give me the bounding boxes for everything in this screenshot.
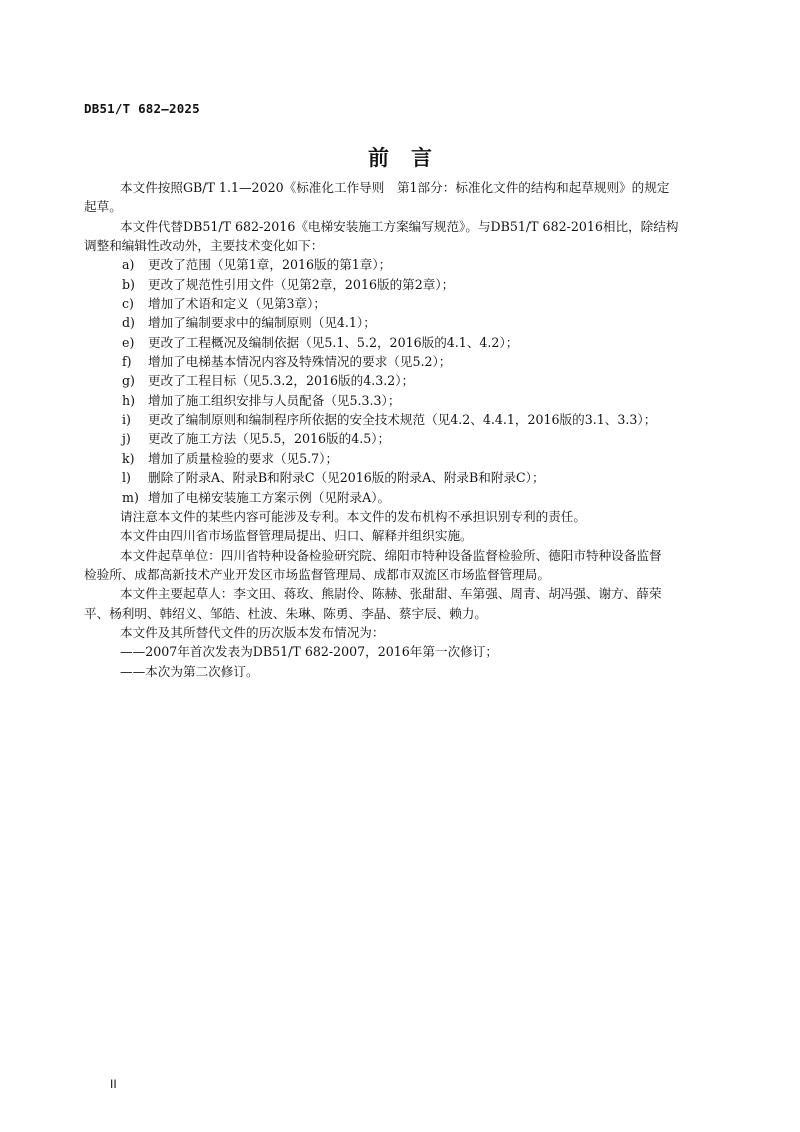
history-line: ——2007年首次发表为DB51/T 682-2007，2016年第一次修订；: [120, 644, 498, 660]
list-item-text: 增加了施工组织安排与人员配备（见5.3.3）；: [148, 392, 401, 408]
list-item: [84, 313, 716, 332]
list-item-text: 更改了编制原则和编制程序所依据的安全技术规范（见4.2、4.4.1，2016版的3.1、3.3）；: [148, 412, 657, 428]
list-item: [84, 294, 716, 313]
foreword-body: [84, 178, 716, 681]
paragraph-line: 本文件主要起草人：李文田、蒋玫、熊尉伶、陈赫、张甜甜、车第强、周青、胡冯强、谢方、薛荣: [120, 586, 662, 602]
list-item: [84, 468, 716, 487]
list-item-text: 更改了工程概况及编制依据（见5.1、5.2，2016版的4.1、4.2）；: [148, 334, 519, 350]
list-item-label: h): [122, 392, 136, 408]
list-item-label: m): [122, 489, 139, 505]
list-item-label: i): [122, 412, 131, 428]
list-item-text: 增加了电梯基本情况内容及特殊情况的要求（见5.2）；: [148, 354, 452, 370]
list-item-text: 更改了规范性引用文件（见第2章，2016版的第2章）；: [148, 276, 455, 292]
list-item-label: j): [122, 431, 131, 447]
list-item-text: 增加了质量检验的要求（见5.7）；: [148, 450, 339, 466]
list-item-text: 更改了施工方法（见5.5，2016版的4.5）；: [148, 431, 391, 447]
paragraph-line: 本文件及其所替代文件的历次版本发布情况为：: [120, 624, 385, 640]
list-item: [84, 391, 716, 410]
change-list: [84, 255, 716, 506]
list-item-text: 更改了范围（见第1章，2016版的第1章）；: [148, 257, 392, 273]
page-title: 前言: [368, 145, 454, 170]
document-id-header: DB51/T 682—2025: [84, 101, 200, 116]
paragraph-line: 调整和编辑性改动外，主要技术变化如下：: [84, 238, 324, 254]
list-item: [84, 255, 716, 274]
list-item: [84, 410, 716, 429]
list-item-label: d): [122, 315, 135, 331]
paragraph-line: 本文件按照GB/T 1.1—2020《标准化工作导则 第1部分：标准化文件的结构和起草规则》的规定: [120, 180, 670, 195]
list-item: [84, 352, 716, 371]
paragraph-line: 本文件由四川省市场监督管理局提出、归口、解释并组织实施。: [120, 528, 473, 544]
list-item: [84, 333, 716, 352]
list-item: [84, 449, 716, 468]
paragraph-line: 本文件代替DB51/T 682-2016《电梯安装施工方案编写规范》。与DB51/T 682-2016相比，除结构: [120, 218, 679, 234]
list-item-label: e): [122, 334, 135, 350]
list-item-label: c): [122, 296, 134, 312]
list-item-label: f): [122, 354, 132, 370]
list-item: [84, 371, 716, 390]
paragraph-line: 起草。: [84, 199, 122, 215]
list-item-label: a): [122, 257, 135, 273]
paragraph-line: 平、杨利明、韩绍义、邹皓、杜波、朱琳、陈勇、李晶、蔡宇辰、赖力。: [84, 605, 487, 621]
paragraph-line: 请注意本文件的某些内容可能涉及专利。本文件的发布机构不承担识别专利的责任。: [120, 508, 586, 524]
list-item-text: 删除了附录A、附录B和附录C（见2016版的附录A、附录B和附录C）；: [148, 470, 545, 486]
list-item-text: 增加了术语和定义（见第3章）；: [148, 296, 327, 312]
paragraph-line: 本文件起草单位：四川省特种设备检验研究院、绵阳市特种设备监督检验所、德阳市特种设备监督: [120, 547, 662, 563]
list-item-label: l): [122, 470, 131, 486]
paragraph-line: 检验所、成都高新技术产业开发区市场监督管理局、成都市双流区市场监督管理局。: [84, 566, 550, 582]
list-item-text: 增加了编制要求中的编制原则（见4.1）；: [148, 315, 376, 331]
list-item-text: 更改了工程目标（见5.3.2，2016版的4.3.2）；: [148, 373, 415, 389]
list-item: [84, 429, 716, 448]
list-item: [84, 488, 716, 507]
list-item-text: 增加了电梯安装施工方案示例（见附录A）。: [148, 489, 391, 505]
page-number: II: [110, 1077, 117, 1091]
list-item-label: g): [122, 373, 135, 389]
list-item: [84, 275, 716, 294]
history-line: ——本次为第二次修订。: [120, 663, 259, 679]
list-item-label: b): [122, 276, 135, 292]
list-item-label: k): [122, 450, 135, 466]
